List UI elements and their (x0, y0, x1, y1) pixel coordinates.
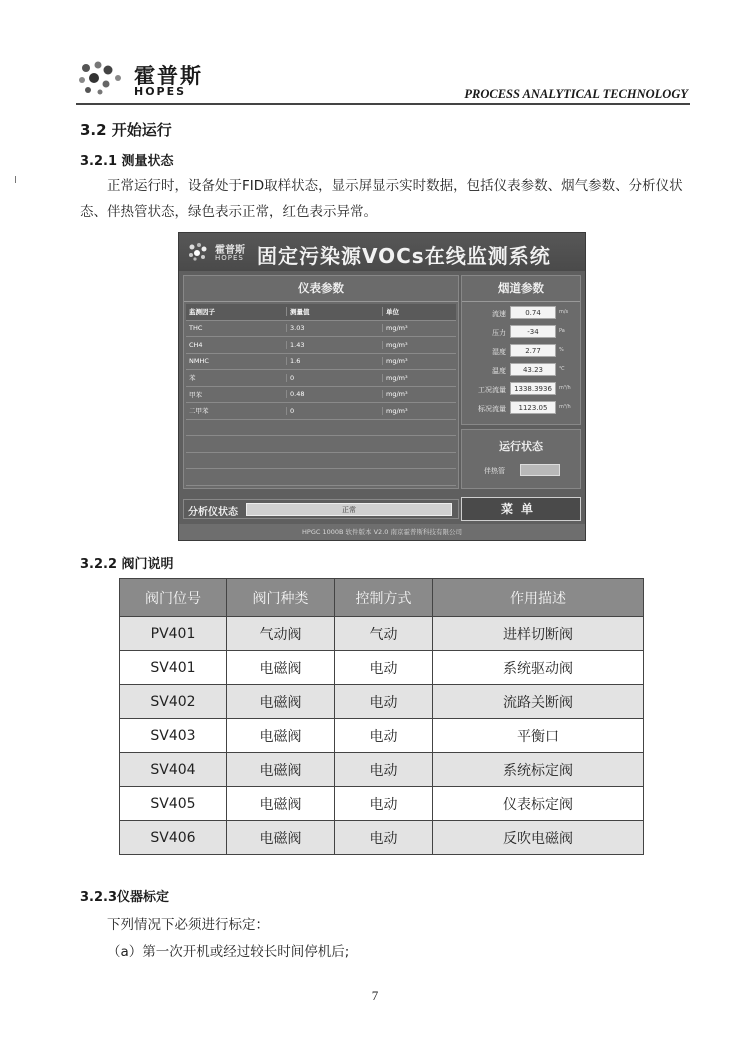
table-row (120, 651, 644, 685)
run-status-panel (461, 429, 581, 489)
cell-valve-id: SV403 (120, 719, 227, 753)
grid-cell-value: 0 (286, 407, 382, 415)
heat-pipe-status-indicator (520, 464, 560, 476)
flue-value: 1338.3936 (510, 382, 556, 395)
grid-row (186, 403, 456, 420)
cell-function: 平衡口 (433, 719, 644, 753)
grid-cell-value: 0.48 (286, 390, 382, 398)
flue-row-working-flow (464, 382, 580, 398)
flue-unit: m³/h (559, 385, 571, 391)
valve-table (119, 578, 644, 855)
grid-cell-factor: 甲苯 (189, 390, 202, 399)
cell-valve-type: 气动阀 (227, 617, 335, 651)
flue-label: 湿度 (492, 348, 506, 356)
table-row (120, 617, 644, 651)
heat-pipe-label: 伴热管 (484, 467, 505, 475)
flue-row-velocity (464, 306, 580, 322)
flue-unit: ℃ (559, 366, 565, 372)
analyzer-status-label: 分析仪状态 (188, 507, 238, 518)
grid-header-row (186, 304, 456, 321)
cell-control-mode: 电动 (335, 753, 433, 787)
screen-title: 固定污染源VOCs在线监测系统 (257, 244, 551, 268)
cell-function: 反吹电磁阀 (433, 821, 644, 855)
panel-divider (184, 301, 458, 302)
screen-footer-text: HPGC 1000B 软件版本 V2.0 南京霍普斯科技有限公司 (302, 528, 462, 536)
screen-logo-cn: 霍普斯 (215, 245, 245, 256)
grid-cell-factor: NMHC (189, 357, 209, 366)
table-row (120, 685, 644, 719)
grid-row-empty (186, 469, 456, 486)
menu-button[interactable]: 菜单 (461, 497, 581, 521)
cell-control-mode: 电动 (335, 685, 433, 719)
flue-label: 标况流量 (478, 405, 506, 413)
calibration-intro: 下列情况下必须进行标定： (107, 917, 269, 933)
analyzer-status-value: 正常 (246, 503, 452, 516)
grid-header-factor: 监测因子 (189, 308, 215, 317)
flue-value: 2.77 (510, 344, 556, 357)
table-row (120, 753, 644, 787)
cell-valve-id: SV406 (120, 821, 227, 855)
grid-cell-value: 0 (286, 374, 382, 382)
cell-function: 仪表标定阀 (433, 787, 644, 821)
monitoring-screen (178, 232, 586, 541)
screen-footer (179, 524, 585, 540)
grid-cell-unit: mg/m³ (382, 390, 456, 398)
flue-row-humidity (464, 344, 580, 360)
flue-value: 43.23 (510, 363, 556, 376)
grid-cell-factor: CH4 (189, 340, 203, 349)
panel-divider (462, 301, 580, 302)
grid-header-value: 测量值 (286, 307, 382, 316)
cell-valve-type: 电磁阀 (227, 787, 335, 821)
grid-cell-unit: mg/m³ (382, 407, 456, 415)
table-header-row (120, 579, 644, 617)
cell-valve-id: SV405 (120, 787, 227, 821)
subsection-heading-measurement: 3.2.1 测量状态 (80, 154, 174, 169)
cell-valve-type: 电磁阀 (227, 719, 335, 753)
grid-row (186, 337, 456, 354)
grid-row (186, 321, 456, 338)
screen-header (179, 233, 585, 271)
flue-unit: % (559, 347, 564, 353)
screen-logo-en: HOPES (215, 254, 244, 262)
cell-valve-type: 电磁阀 (227, 685, 335, 719)
hopes-logo-icon (76, 60, 128, 96)
table-row (120, 821, 644, 855)
grid-row-empty (186, 420, 456, 437)
cell-control-mode: 电动 (335, 787, 433, 821)
grid-cell-unit: mg/m³ (382, 341, 456, 349)
column-header-function: 作用描述 (433, 579, 644, 617)
grid-cell-unit: mg/m³ (382, 324, 456, 332)
cell-valve-id: SV404 (120, 753, 227, 787)
analyzer-status-bar (183, 499, 459, 519)
measurement-paragraph: 正常运行时，设备处于FID取样状态，显示屏显示实时数据，包括仪表参数、烟气参数、分析仪状态、伴热管状态，绿色表示正常，红色表示异常。 (80, 178, 683, 220)
flue-value: -34 (510, 325, 556, 338)
screen-logo-icon (187, 242, 213, 262)
calibration-condition-a: （a）第一次开机或经过较长时间停机后; (107, 944, 350, 960)
cell-valve-type: 电磁阀 (227, 821, 335, 855)
flue-params-panel (461, 275, 581, 425)
cell-valve-id: SV402 (120, 685, 227, 719)
flue-label: 工况流量 (478, 386, 506, 394)
logo-english-name: HOPES (134, 85, 187, 98)
margin-mark (15, 176, 16, 183)
grid-cell-value: 3.03 (286, 324, 382, 332)
cell-control-mode: 电动 (335, 651, 433, 685)
grid-cell-factor: 苯 (189, 374, 196, 383)
cell-control-mode: 气动 (335, 617, 433, 651)
header-tagline: PROCESS ANALYTICAL TECHNOLOGY (464, 87, 688, 101)
flue-unit: m³/h (559, 404, 571, 410)
section-heading: 3.2 开始运行 (80, 121, 172, 139)
grid-cell-unit: mg/m³ (382, 374, 456, 382)
flue-row-pressure (464, 325, 580, 341)
flue-unit: m/s (559, 309, 569, 315)
column-header-valve-type: 阀门种类 (227, 579, 335, 617)
flue-value: 1123.05 (510, 401, 556, 414)
cell-valve-id: PV401 (120, 617, 227, 651)
grid-row (186, 354, 456, 371)
grid-cell-value: 1.6 (286, 357, 382, 365)
grid-header-unit: 单位 (382, 307, 456, 316)
grid-cell-value: 1.43 (286, 341, 382, 349)
cell-control-mode: 电动 (335, 719, 433, 753)
table-row (120, 719, 644, 753)
cell-function: 进样切断阀 (433, 617, 644, 651)
table-row (120, 787, 644, 821)
grid-cell-factor: THC (189, 324, 203, 333)
flue-row-temperature (464, 363, 580, 379)
column-header-control-mode: 控制方式 (335, 579, 433, 617)
cell-valve-type: 电磁阀 (227, 651, 335, 685)
subsection-heading-calibration: 3.2.3仪器标定 (80, 890, 170, 905)
grid-row-empty (186, 436, 456, 453)
cell-function: 系统驱动阀 (433, 651, 644, 685)
cell-valve-type: 电磁阀 (227, 753, 335, 787)
grid-cell-unit: mg/m³ (382, 357, 456, 365)
cell-valve-id: SV401 (120, 651, 227, 685)
cell-function: 系统标定阀 (433, 753, 644, 787)
grid-row-empty (186, 453, 456, 470)
flue-params-title: 烟道参数 (498, 281, 544, 295)
instrument-params-grid (186, 304, 456, 502)
grid-row (186, 370, 456, 387)
logo-chinese-name: 霍普斯 (134, 64, 203, 88)
instrument-params-panel (183, 275, 459, 489)
flue-row-standard-flow (464, 401, 580, 417)
grid-cell-factor: 二甲苯 (189, 407, 209, 416)
header-divider (76, 103, 690, 105)
flue-value: 0.74 (510, 306, 556, 319)
cell-function: 流路关断阀 (433, 685, 644, 719)
flue-label: 流速 (492, 310, 506, 318)
grid-row (186, 387, 456, 404)
flue-unit: Pa (559, 328, 565, 334)
run-status-title: 运行状态 (499, 440, 543, 453)
cell-control-mode: 电动 (335, 821, 433, 855)
page-number: 7 (371, 988, 379, 1003)
flue-label: 温度 (492, 367, 506, 375)
flue-label: 压力 (492, 329, 506, 337)
column-header-valve-id: 阀门位号 (120, 579, 227, 617)
instrument-params-title: 仪表参数 (298, 281, 344, 295)
subsection-heading-valves: 3.2.2 阀门说明 (80, 557, 174, 572)
